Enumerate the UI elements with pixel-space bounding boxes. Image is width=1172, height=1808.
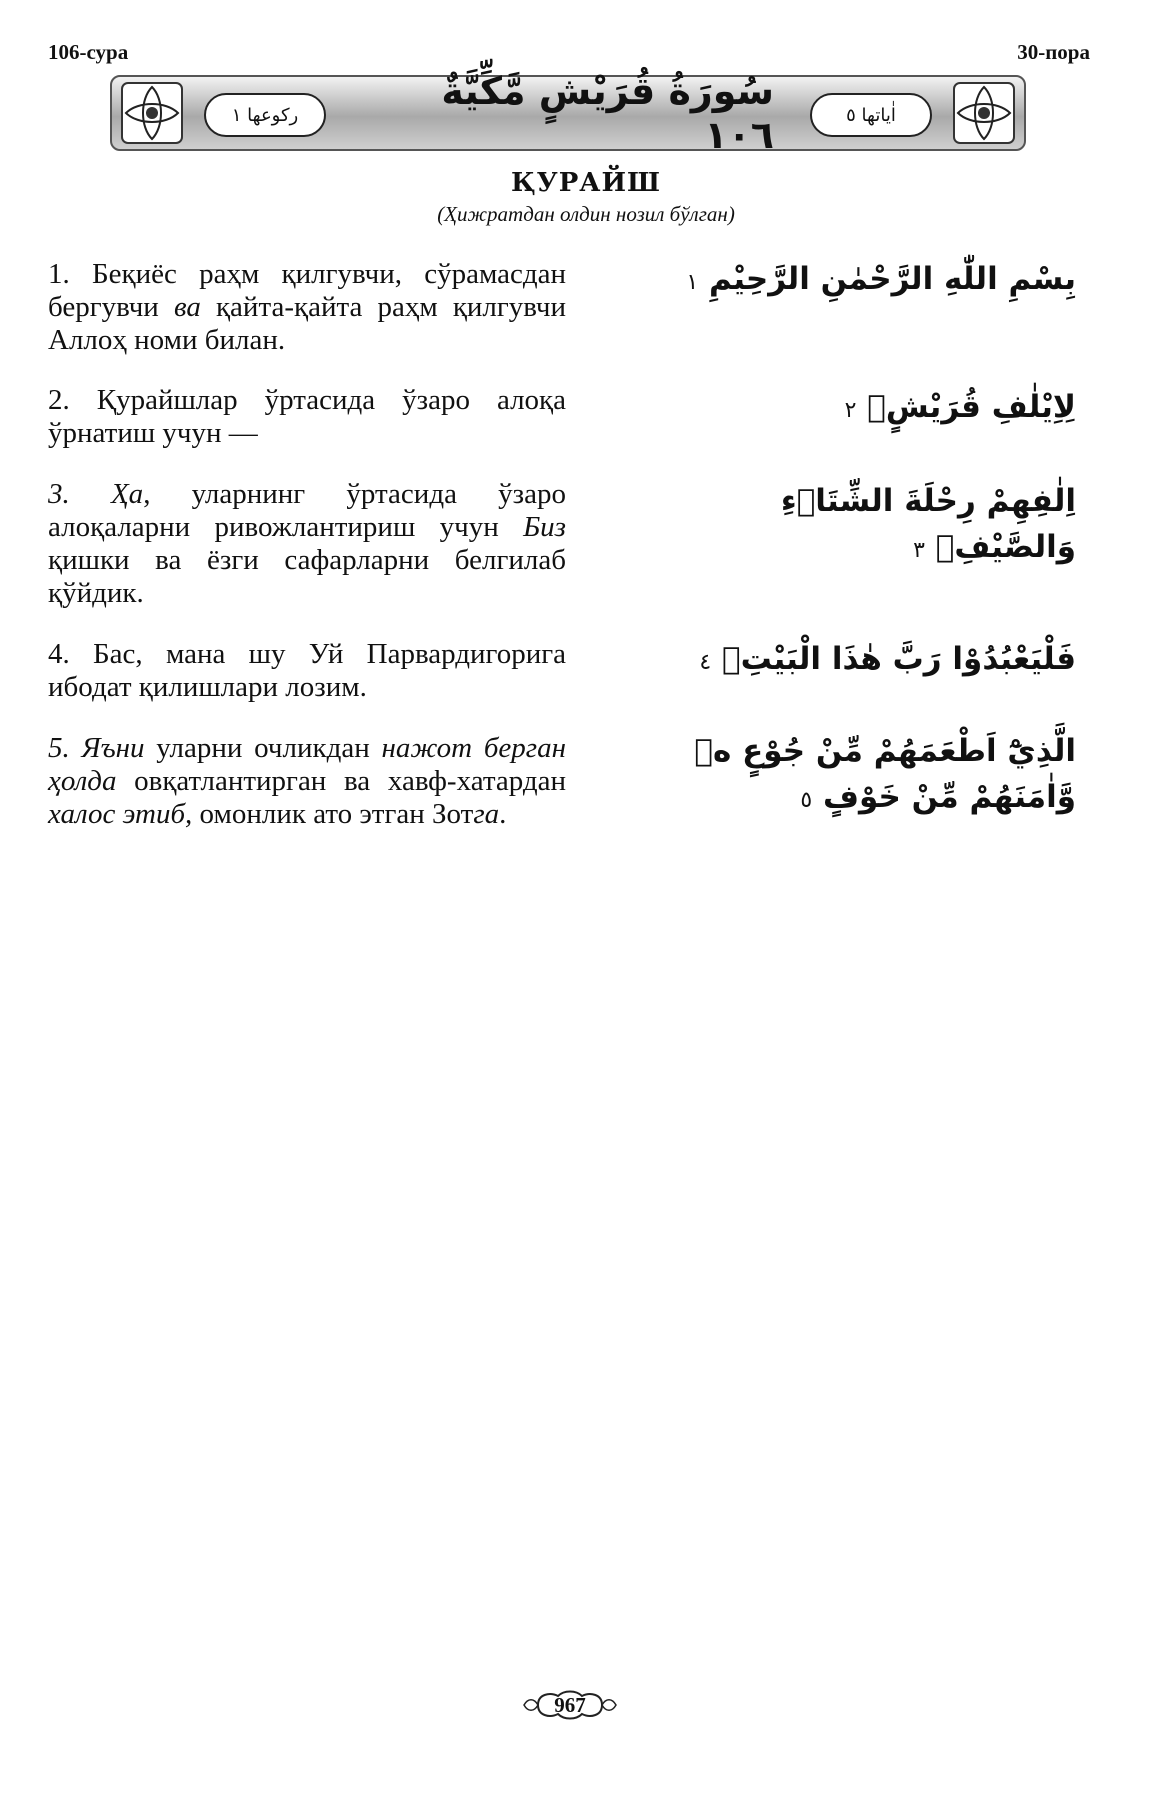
- surah-banner: [110, 69, 1026, 157]
- surah-title-arabic: سُورَةُ قُرَيْشٍ مَّكِّيَّةٌ ١٠٦: [441, 69, 774, 157]
- surah-name: ҚУРАЙШ: [511, 168, 661, 198]
- surah-revelation-note: (Ҳижратдан олдин нозил бўлган): [437, 202, 735, 226]
- ruku-count-label: ركوعها ١: [204, 93, 326, 137]
- verse-arabic-1: بِسْمِ اللّٰهِ الرَّحْمٰنِ الرَّحِيْمِ ١: [686, 261, 1076, 297]
- running-head-juz: 30-пора: [1017, 40, 1090, 64]
- verse-arabic-3: اِلٰفِهِمْ رِحْلَةَ الشِّتَاۤءِ وَالصَّيْفِۚ ٣: [780, 483, 1076, 565]
- ayah-number: ٢: [844, 398, 857, 423]
- ayah-number: ٥: [800, 788, 813, 813]
- page-number: 967: [554, 1692, 586, 1717]
- verse-arabic-2: لِاِيْلٰفِ قُرَيْشٍۙ ٢: [844, 389, 1076, 425]
- running-head-surah: 106-сура: [48, 40, 129, 64]
- floral-ornament-icon: [120, 81, 184, 145]
- ayah-number: ١: [686, 270, 699, 295]
- verse-translation-3: 3. Ҳа, уларнинг ўртасида ўзаро алоқаларни ривожлантириш учун Биз қишки ва ёзги сафарларни белгилаб қўйдик.: [48, 478, 566, 609]
- ayah-number: ٤: [699, 650, 712, 675]
- verse-translation-4: 4. Бас, мана шу Уй Парвардигорига ибодат қилишлари лозим.: [48, 638, 566, 703]
- ayah-number: ٣: [913, 538, 925, 563]
- floral-ornament-icon: [952, 81, 1016, 145]
- verse-arabic-4: فَلْيَعْبُدُوْا رَبَّ هٰذَا الْبَيْتِۙ ٤: [699, 641, 1076, 677]
- ayah-count-label: اٰياتها ٥: [810, 93, 932, 137]
- verse-arabic-5: الَّذِيْٓ اَطْعَمَهُمْ مِّنْ جُوْعٍ ەۙ وَّاٰمَنَهُمْ مِّنْ خَوْفٍ ٥: [694, 733, 1076, 815]
- verse-translation-1: 1. Беқиёс раҳм қилгувчи, сўрамасдан бергувчи ва қайта-қайта раҳм қилгувчи Аллоҳ номи билан.: [48, 258, 566, 356]
- verse-translation-5: 5. Яъни уларни очликдан нажот берган ҳолда овқатлантирган ва хавф-хатардан халос этиб, омонлик ато этган Зотга.: [48, 732, 566, 830]
- verse-translation-2: 2. Қурайшлар ўртасида ўзаро алоқа ўрнатиш учун —: [48, 384, 566, 449]
